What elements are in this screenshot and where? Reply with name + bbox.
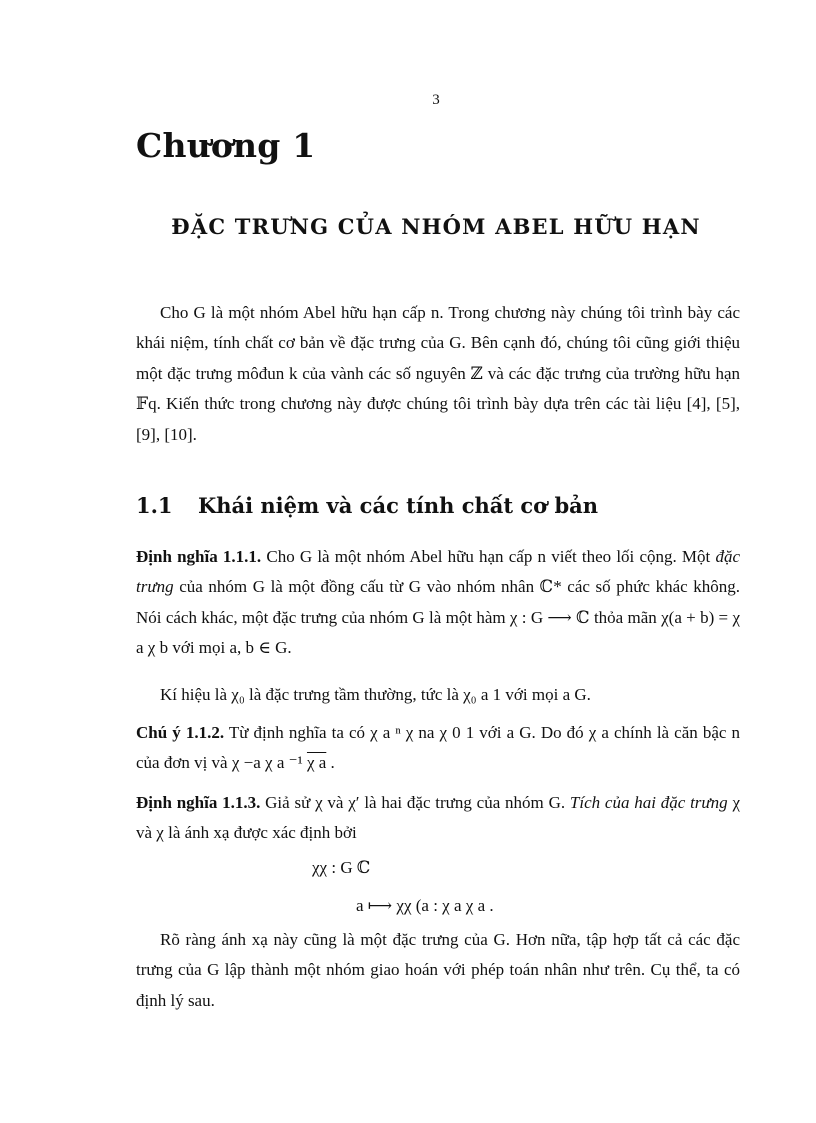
definition-text-a: Giả sử χ và χ′ là hai đặc trưng của nhóm G. (260, 793, 570, 812)
definition-1-1-3 (136, 788, 740, 849)
definition-text-b: của nhóm G là một đồng cấu từ G vào nhóm nhân ℂ* các số phức khác không. Nói cách khác, một đặc trưng của nhóm G là một hàm χ : G ⟶ ℂ thỏa mãn χ(a + b) = χ a χ b với mọi a, b ∈ G. (136, 577, 740, 658)
conjugate-expression: χ a (306, 753, 327, 773)
remark-1-1-2 (136, 718, 740, 779)
notation-paragraph (136, 680, 740, 710)
intro-text: Cho G là một nhóm Abel hữu hạn cấp n. Trong chương này chúng tôi trình bày các khái niệm, tính chất cơ bản về đặc trưng của G. Bên cạnh đó, chúng tôi cũng giới thiệu một đặc trưng môđun k của vành các số nguyên ℤ và các đặc trưng của trường hữu hạn 𝔽q. Kiến thức trong chương này được chúng tôi trình bày dựa trên các tài liệu [4], [5], [9], [10]. (136, 303, 740, 444)
definition-1-1-1 (136, 542, 740, 664)
closing-paragraph (136, 925, 740, 1016)
definition-text-b: χ và χ là ánh xạ được xác định bởi (136, 793, 741, 843)
map-line-1: χχ : G ℂ (312, 858, 371, 877)
notation-text: Kí hiệu là χ₀ là đặc trưng tầm thường, tức là χ₀ a 1 với mọi a G. (160, 685, 591, 704)
chapter-heading: Chương 1 (136, 126, 316, 165)
definition-term: đặc trưng (136, 547, 741, 597)
page-number: 3 (432, 92, 440, 108)
section-heading (136, 493, 598, 518)
remark-end: . (326, 753, 335, 773)
map-line-2: a ⟼ χχ (a : χ a χ a . (356, 896, 494, 915)
intro-paragraph (136, 298, 740, 450)
remark-text: Từ định nghĩa ta có χ a ⁿ χ na χ 0 1 với a G. Do đó χ a chính là căn bậc n của đơn vị và χ −a χ a ⁻¹ (136, 723, 740, 773)
section-title: Khái niệm và các tính chất cơ bản (198, 493, 599, 518)
section-number: 1.1 (136, 493, 173, 518)
definition-label: Định nghĩa 1.1.1. (136, 547, 262, 566)
definition-text-a: Cho G là một nhóm Abel hữu hạn cấp n viết theo lối cộng. Một (261, 547, 716, 566)
chapter-title: ĐẶC TRƯNG CỦA NHÓM ABEL HỮU HẠN (171, 214, 701, 239)
definition-label: Định nghĩa 1.1.3. (136, 793, 261, 812)
definition-term: Tích của hai đặc trưng (569, 793, 728, 812)
closing-text: Rõ ràng ánh xạ này cũng là một đặc trưng của G. Hơn nữa, tập hợp tất cả các đặc trưng của G lập thành một nhóm giao hoán với phép toán nhân như trên. Cụ thể, ta có định lý sau. (136, 930, 740, 1010)
remark-label: Chú ý 1.1.2. (136, 723, 225, 742)
